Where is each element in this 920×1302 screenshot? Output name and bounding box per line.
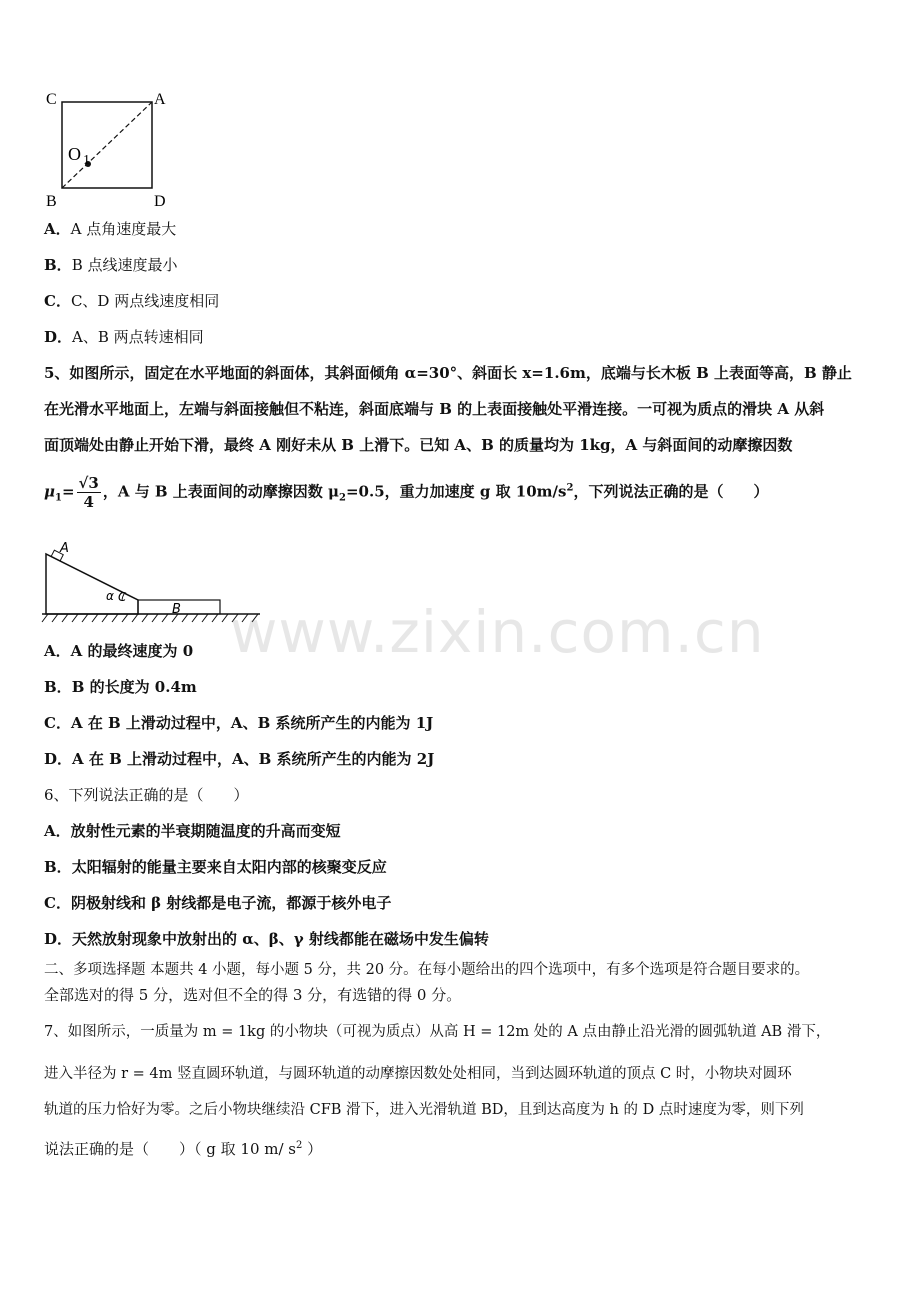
q6-option-c: C．阴极射线和 β 射线都是电子流，都源于核外电子 bbox=[44, 894, 392, 912]
label-a: A bbox=[60, 541, 69, 556]
q5-option-d: D．A 在 B 上滑动过程中，A、B 系统所产生的内能为 2J bbox=[44, 750, 435, 768]
q5-option-b: B．B 的长度为 0.4m bbox=[44, 678, 197, 696]
label-d: D bbox=[154, 193, 166, 210]
label-b: B bbox=[46, 193, 57, 210]
q5-option-a: A．A 的最终速度为 0 bbox=[44, 642, 194, 660]
section2-line2: 全部选对的得 5 分，选对但不全的得 3 分，有选错的得 0 分。 bbox=[44, 986, 462, 1004]
q4-option-c: C．C、D 两点线速度相同 bbox=[44, 292, 220, 310]
q7-line2: 进入半径为 r = 4m 竖直圆环轨道，与圆环轨道的动摩擦因数处处相同，当到达圆环轨道的顶点 C 时，小物块对圆环 bbox=[44, 1066, 792, 1082]
q7-line4: 说法正确的是（ ）（ g 取 10 m/ $s^2$ ） bbox=[44, 1140, 323, 1158]
label-c: C bbox=[46, 91, 57, 108]
q4-option-b: B．B 点线速度最小 bbox=[44, 256, 178, 274]
q6-option-b: B．太阳辐射的能量主要来自太阳内部的核聚变反应 bbox=[44, 858, 387, 876]
label-alpha: α bbox=[106, 589, 114, 603]
sqrt3-over-4-fraction: $\frac{√3}{4}$ bbox=[78, 474, 99, 511]
label-b: B bbox=[172, 602, 181, 617]
square-diagram bbox=[40, 86, 180, 210]
label-o-sub: 1 bbox=[83, 153, 90, 168]
q6-stem: 6、下列说法正确的是（ ） bbox=[44, 786, 249, 804]
q5-stem-line1: 5、如图所示，固定在水平地面的斜面体，其斜面倾角 α=30°、斜面长 x=1.6m，底端与长木板 B 上表面等高，B 静止 bbox=[44, 364, 852, 382]
q5-stem-line3: 面顶端处由静止开始下滑，最终 A 刚好未从 B 上滑下。已知 A、B 的质量均为 1kg，A 与斜面间的动摩擦因数 bbox=[44, 436, 793, 454]
square-figure bbox=[40, 86, 180, 210]
q5-stem-line2: 在光滑水平地面上，左端与斜面接触但不粘连，斜面底端与 B 的上表面接触处平滑连接。一可视为质点的滑块 A 从斜 bbox=[44, 400, 825, 418]
ground-hatching bbox=[42, 614, 258, 622]
watermark: www.zixin.com.cn bbox=[230, 598, 765, 666]
section2-line1: 二、多项选择题 本题共 4 小题，每小题 5 分，共 20 分。在每小题给出的四个选项中，有多个选项是符合题目要求的。 bbox=[44, 962, 810, 978]
q5-option-c: C．A 在 B 上滑动过程中，A、B 系统所产生的内能为 1J bbox=[44, 714, 434, 732]
q7-line3: 轨道的压力恰好为零。之后小物块继续沿 CFB 滑下，进入光滑轨道 BD，且到达高度为 h 的 D 点时速度为零，则下列 bbox=[44, 1102, 804, 1118]
q4-option-a: A．A 点角速度最大 bbox=[44, 220, 177, 238]
q6-option-d: D．天然放射现象中放射出的 α、β、γ 射线都能在磁场中发生偏转 bbox=[44, 930, 489, 948]
incline-body bbox=[46, 554, 138, 614]
q5-stem-line4: $\mu_1=$ $\frac{√3}{4}$ ，A 与 B 上表面间的动摩擦因数 $\mu_2=0.5$，重力加速度 g 取 $10m/s^2$，下列说法正确的是（ ） bbox=[44, 474, 769, 511]
label-c: C bbox=[118, 590, 127, 604]
label-o: O bbox=[68, 144, 81, 164]
q4-option-d: D．A、B 两点转速相同 bbox=[44, 328, 204, 346]
q7-line1: 7、如图所示，一质量为 m = 1kg 的小物块（可视为质点）从高 H = 12m 处的 A 点由静止沿光滑的圆弧轨道 AB 滑下， bbox=[44, 1024, 831, 1040]
label-a: A bbox=[154, 91, 166, 108]
q6-option-a: A．放射性元素的半衰期随温度的升高而变短 bbox=[44, 822, 341, 840]
